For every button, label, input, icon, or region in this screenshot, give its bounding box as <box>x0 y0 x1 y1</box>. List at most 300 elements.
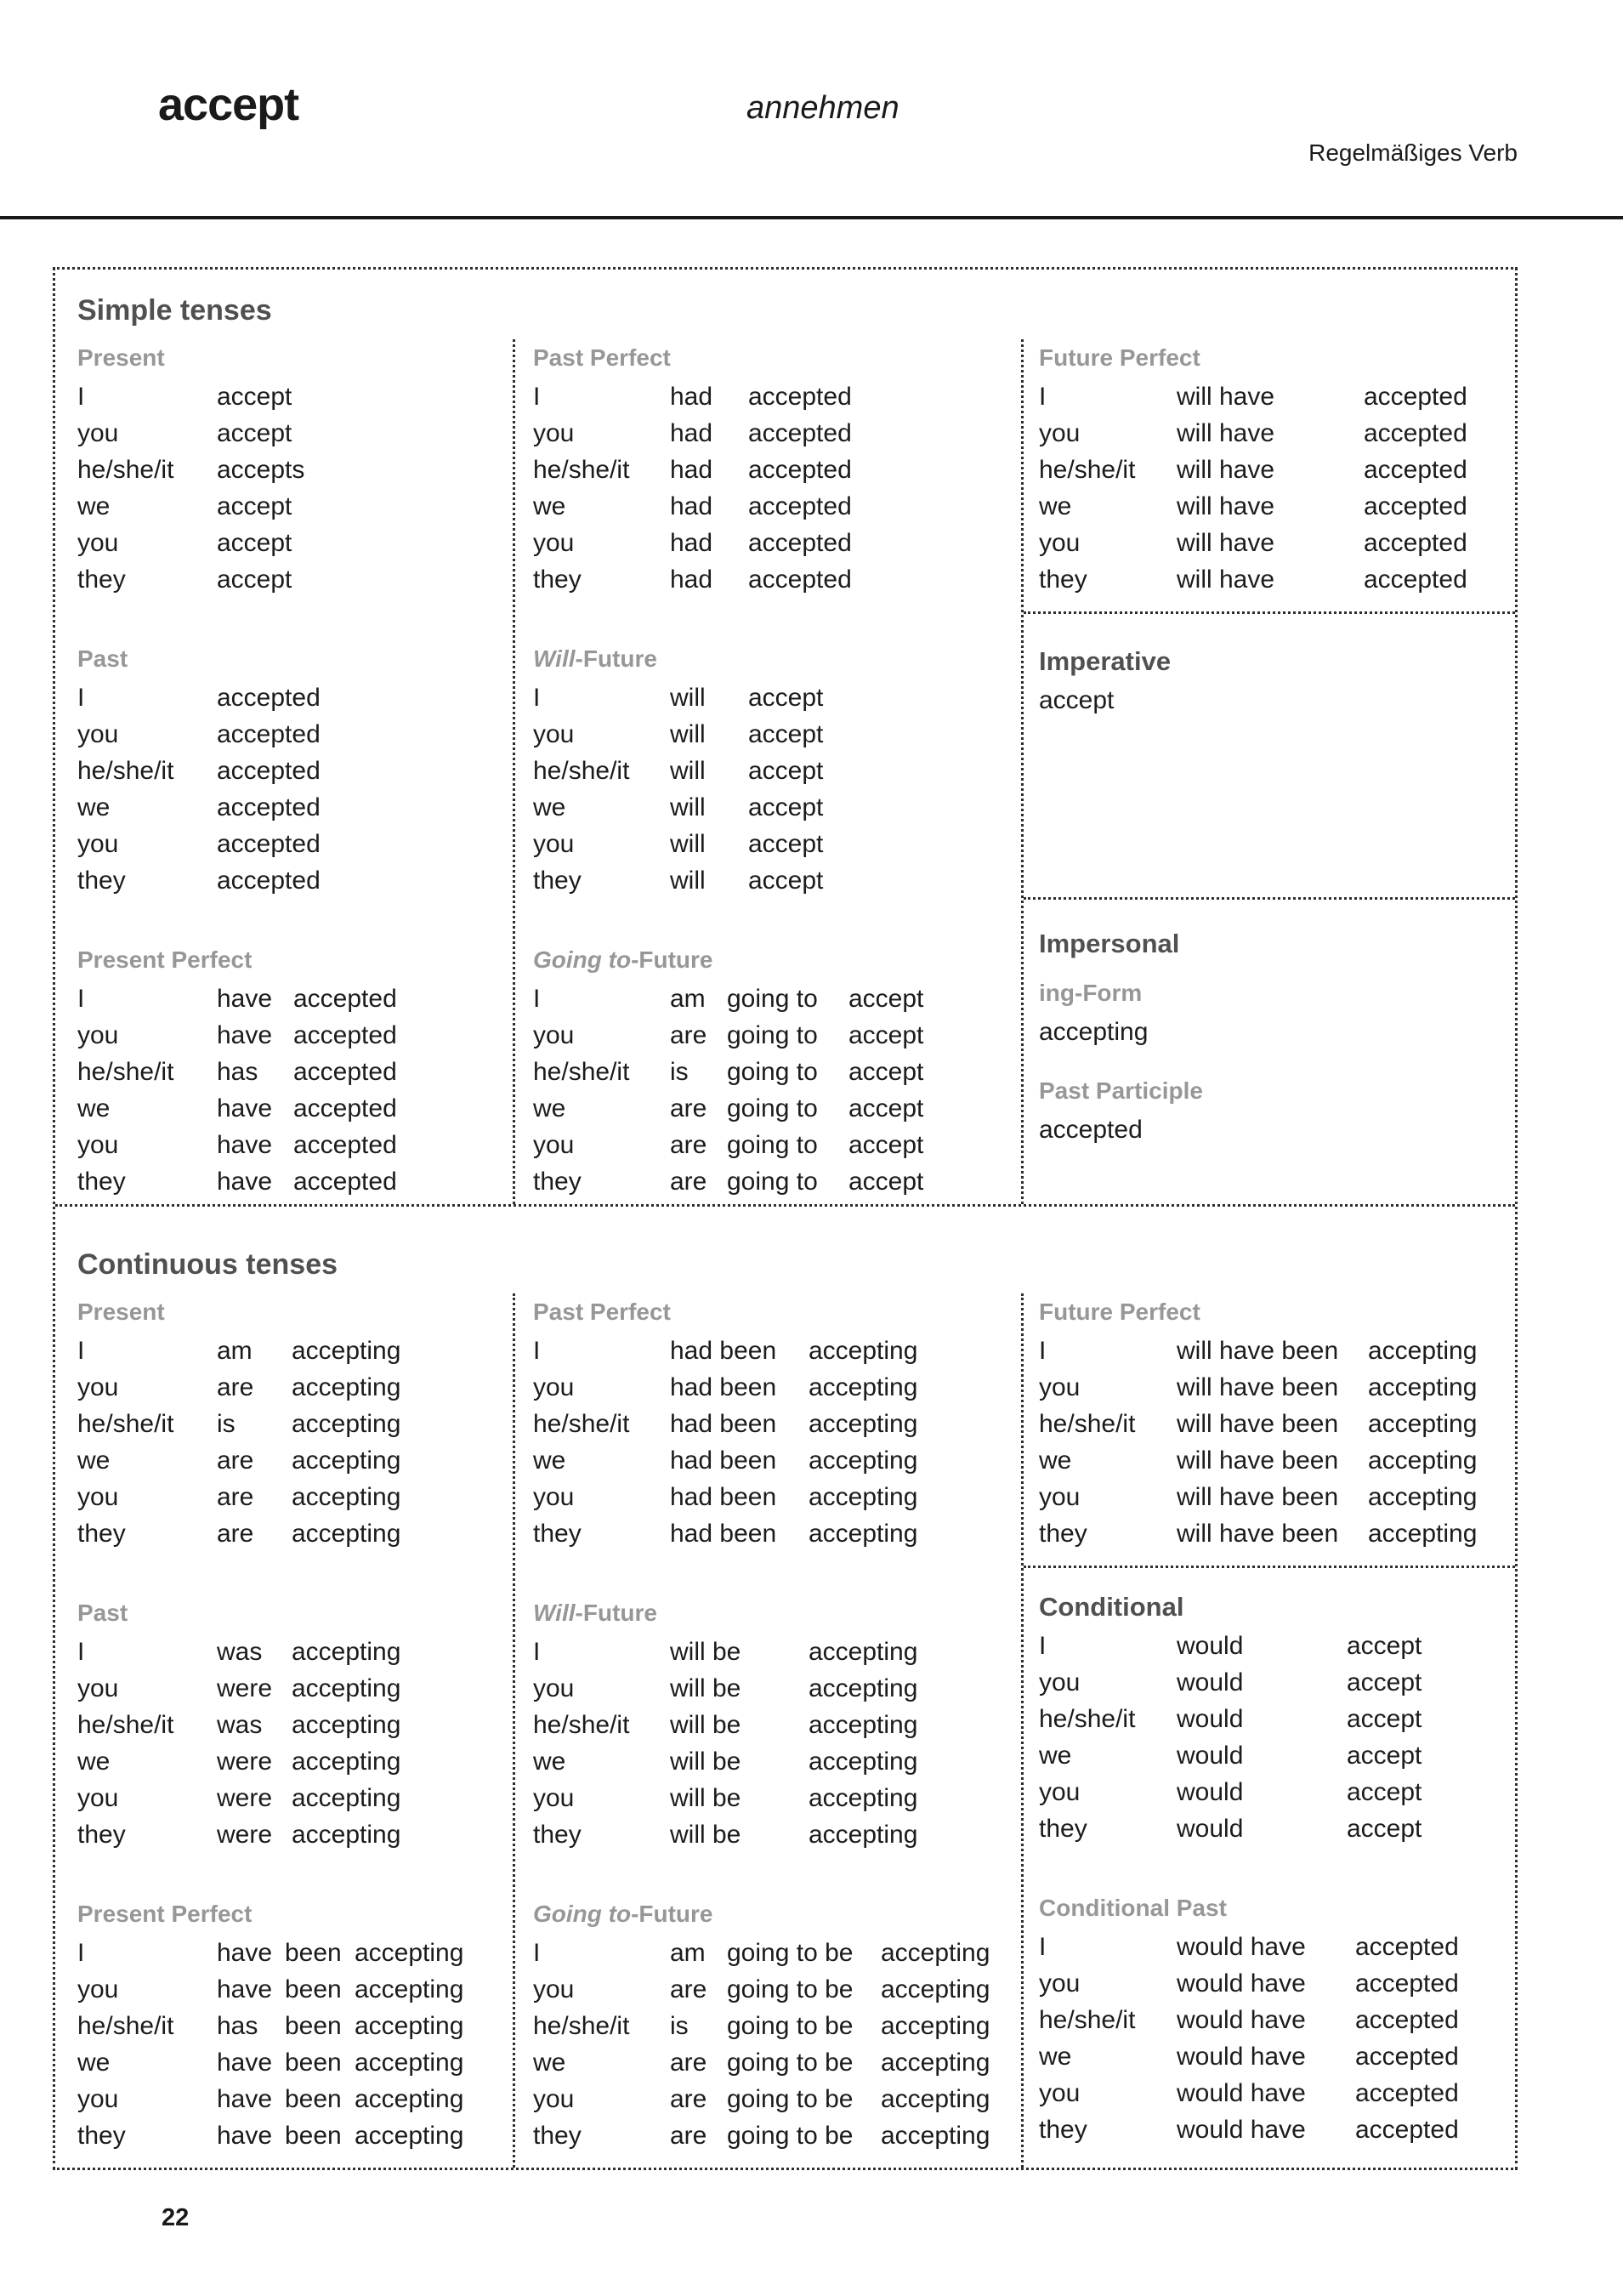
verb-cell: accepting <box>809 1520 918 1548</box>
pronoun-cell: they <box>533 1821 582 1849</box>
pronoun-cell: he/she/it <box>533 456 630 484</box>
pronoun-cell: he/she/it <box>1039 1705 1136 1733</box>
conjugation-row <box>77 1707 513 1743</box>
conjugation-row <box>77 1971 513 2008</box>
conjugation-row <box>77 1017 513 1054</box>
label-part: Conditional Past <box>1039 1895 1227 1921</box>
aux-cell: will be <box>670 1821 741 1849</box>
aux-cell: am <box>217 1337 253 1365</box>
tense-label-will-future <box>533 640 1021 678</box>
conjugation-row <box>1039 2038 1515 2075</box>
verb-cell: accepted <box>217 830 321 858</box>
aux-cell: going to be <box>727 2122 854 2150</box>
conjugation-row <box>533 753 1021 789</box>
pronoun-cell: I <box>77 985 85 1013</box>
conjugation-row <box>77 488 513 525</box>
pronoun-cell: we <box>77 1094 111 1122</box>
verb-cell: accepting <box>1368 1373 1478 1401</box>
pronoun-cell: they <box>1039 1520 1087 1548</box>
aux-cell: will have been <box>1177 1520 1339 1548</box>
conjugation-row <box>533 1670 1021 1707</box>
pronoun-cell: he/she/it <box>533 1058 630 1086</box>
tense-label-present-perfect-continuous <box>77 1895 513 1933</box>
aux-cell: will <box>670 867 706 895</box>
pronoun-cell: I <box>533 383 541 411</box>
pronoun-cell: they <box>533 565 582 594</box>
label-italic-part: Will <box>533 1600 576 1626</box>
pronoun-cell: you <box>77 720 119 748</box>
verb-cell: accept <box>748 684 824 712</box>
column-1 <box>55 1293 513 2168</box>
section-continuous-tenses <box>55 1207 1515 2168</box>
pronoun-cell: you <box>1039 1778 1081 1806</box>
aux-cell: are <box>670 2085 707 2113</box>
verb-cell: accepted <box>748 456 852 484</box>
aux-cell: going to be <box>727 2049 854 2077</box>
verb-cell: accepting <box>355 2049 464 2077</box>
pronoun-cell: I <box>77 1337 85 1365</box>
aux-cell: been <box>285 1975 342 2003</box>
conjugation-row <box>77 525 513 561</box>
aux-cell: would have <box>1177 2006 1306 2034</box>
verb-cell: accept <box>848 1131 924 1159</box>
tense-block-past <box>77 640 513 899</box>
pronoun-cell: we <box>77 492 111 520</box>
label-part: Past Perfect <box>533 344 671 371</box>
verb-cell: accept <box>848 1094 924 1122</box>
aux-cell: are <box>670 1168 707 1196</box>
conjugation-row <box>1039 1479 1515 1515</box>
pronoun-cell: I <box>77 1939 85 1967</box>
verb-cell: accepted <box>217 684 321 712</box>
aux-cell: will have <box>1177 419 1275 447</box>
tense-label-past-continuous <box>77 1594 513 1632</box>
verb-cell: accepting <box>809 1337 918 1365</box>
verb-cell: accept <box>1347 1742 1422 1770</box>
verb-cell: accepting <box>881 2012 990 2040</box>
pronoun-cell: they <box>77 565 126 594</box>
conjugation-row <box>77 1515 513 1552</box>
conjugation-row <box>1039 1369 1515 1406</box>
verb-cell: accepted <box>293 985 397 1013</box>
aux-cell: have <box>217 985 273 1013</box>
aux-cell: will have <box>1177 456 1275 484</box>
pronoun-cell: you <box>533 1975 575 2003</box>
aux-cell: going to <box>727 1021 818 1049</box>
impersonal-sublabel <box>1039 1072 1515 1110</box>
aux-cell: had <box>670 492 713 520</box>
impersonal-sublabel <box>1039 975 1515 1012</box>
aux-cell: are <box>217 1373 254 1401</box>
conjugation-row <box>1039 1810 1515 1847</box>
tense-block-past-perfect <box>533 339 1021 598</box>
aux-cell: is <box>670 1058 689 1086</box>
verb-cell: accept <box>748 720 824 748</box>
conjugation-row <box>1039 452 1515 488</box>
verb-cell: accept <box>1347 1778 1422 1806</box>
verb-type-label: Regelmäßiges Verb <box>1308 139 1518 166</box>
verb-cell: accept <box>217 565 292 594</box>
conjugation-row <box>533 679 1021 716</box>
verb-cell: accept <box>848 1058 924 1086</box>
verb-cell: accepted <box>748 565 852 594</box>
tense-block-imperative <box>1039 643 1515 719</box>
conjugation-row <box>1039 2002 1515 2038</box>
aux-cell: are <box>217 1483 254 1511</box>
verb-cell: accepting <box>355 1975 464 2003</box>
aux-cell: had been <box>670 1446 777 1475</box>
pronoun-cell: I <box>533 1939 541 1967</box>
pronoun-cell: they <box>533 867 582 895</box>
conjugation-row <box>533 2044 1021 2081</box>
conjugation-row <box>533 1479 1021 1515</box>
pronoun-cell: they <box>77 867 126 895</box>
aux-cell: would <box>1177 1705 1244 1733</box>
verb-cell: accepting <box>1039 1018 1149 1046</box>
tense-label-present <box>77 339 513 377</box>
aux-cell: have <box>217 2049 273 2077</box>
conjugation-row <box>533 1515 1021 1552</box>
page-number: 22 <box>162 2204 190 2231</box>
pronoun-cell: you <box>77 1021 119 1049</box>
conjugation-row <box>533 1090 1021 1127</box>
conjugation-row <box>1039 2111 1515 2148</box>
aux-cell: will have been <box>1177 1337 1339 1365</box>
pronoun-cell: he/she/it <box>1039 2006 1136 2034</box>
verb-cell: accepting <box>355 2085 464 2113</box>
conjugation-row <box>533 789 1021 826</box>
pronoun-cell: they <box>1039 565 1087 594</box>
verb-cell: accepting <box>292 1373 401 1401</box>
conjugation-row <box>77 1406 513 1442</box>
pronoun-cell: he/she/it <box>533 2012 630 2040</box>
aux-cell: would have <box>1177 2079 1306 2107</box>
pronoun-cell: I <box>77 1638 85 1666</box>
table-cell <box>533 339 1021 1204</box>
conjugation-row <box>77 789 513 826</box>
aux-cell: will <box>670 830 706 858</box>
tense-label-past-perfect <box>533 339 1021 377</box>
tense-label-present-perfect <box>77 941 513 979</box>
conjugation-row <box>533 1707 1021 1743</box>
aux-cell: will be <box>670 1748 741 1776</box>
pronoun-cell: you <box>533 1131 575 1159</box>
pronoun-cell: you <box>77 2085 119 2113</box>
column-3 <box>1021 339 1515 1204</box>
verb-cell: accepting <box>355 2012 464 2040</box>
aux-cell: will be <box>670 1784 741 1812</box>
conjugation-row <box>77 378 513 415</box>
verb-cell: accepting <box>809 1638 918 1666</box>
verb-cell: accepted <box>1364 565 1467 594</box>
verb-cell: accepted <box>1364 383 1467 411</box>
tense-label-will-future-continuous <box>533 1594 1021 1632</box>
aux-cell: have <box>217 1094 273 1122</box>
conjugation-row <box>533 980 1021 1017</box>
aux-cell: is <box>670 2012 689 2040</box>
verb-cell: accepted <box>1355 1933 1459 1961</box>
pronoun-cell: we <box>1039 1742 1072 1770</box>
conjugation-row <box>533 1935 1021 1971</box>
aux-cell: will have been <box>1177 1410 1339 1438</box>
verb-cell: accepting <box>881 2085 990 2113</box>
pronoun-cell: he/she/it <box>533 1711 630 1739</box>
pronoun-cell: he/she/it <box>77 1058 174 1086</box>
verb-cell: accepted <box>293 1058 397 1086</box>
pronoun-cell: you <box>77 1784 119 1812</box>
form-row <box>1039 1111 1515 1148</box>
verb-cell: accepting <box>809 1711 918 1739</box>
pronoun-cell: you <box>533 1021 575 1049</box>
conjugation-row <box>533 862 1021 899</box>
tense-block-future-perfect-continuous <box>1039 1293 1515 1552</box>
tense-label-imperative <box>1039 643 1515 680</box>
aux-cell: would have <box>1177 1933 1306 1961</box>
aux-cell: been <box>285 2085 342 2113</box>
aux-cell: had been <box>670 1520 777 1548</box>
aux-cell: going to be <box>727 1939 854 1967</box>
pronoun-cell: you <box>1039 529 1081 557</box>
aux-cell: will <box>670 684 706 712</box>
label-part: Present Perfect <box>77 946 253 973</box>
conjugation-row <box>1039 2075 1515 2111</box>
pronoun-cell: you <box>77 419 119 447</box>
label-italic-part: Going to <box>533 1901 632 1927</box>
header-rule <box>0 216 1623 219</box>
aux-cell: am <box>670 985 706 1013</box>
conjugation-row <box>533 2117 1021 2154</box>
verb-cell: accepted <box>1364 419 1467 447</box>
verb-cell: accepted <box>217 793 321 821</box>
aux-cell: have <box>217 2122 273 2150</box>
pronoun-cell: he/she/it <box>1039 1410 1136 1438</box>
verb-cell: accepting <box>1368 1520 1478 1548</box>
aux-cell: have <box>217 1168 273 1196</box>
tense-label-future-perfect-continuous <box>1039 1293 1515 1331</box>
aux-cell: are <box>670 1094 707 1122</box>
conjugation-row <box>77 753 513 789</box>
verb-cell: accepting <box>809 1446 918 1475</box>
column-1 <box>55 339 513 1204</box>
conjugation-row <box>1039 1965 1515 2002</box>
verb-cell: accepted <box>1364 529 1467 557</box>
conjugation-row <box>1039 1515 1515 1552</box>
conjugation-row <box>533 2081 1021 2117</box>
conjugation-row <box>77 1090 513 1127</box>
tense-label-conditional-past <box>1039 1890 1515 1927</box>
verb-cell: accepting <box>292 1784 401 1812</box>
tense-label-conditional <box>1039 1588 1515 1626</box>
verb-cell: accepted <box>1355 2079 1459 2107</box>
pronoun-cell: I <box>77 383 85 411</box>
label-part: Past Participle <box>1039 1077 1203 1104</box>
pronoun-cell: we <box>1039 1446 1072 1475</box>
verb-cell: accepting <box>881 1975 990 2003</box>
verb-cell: accepting <box>292 1446 401 1475</box>
verb-cell: accepted <box>1364 456 1467 484</box>
conjugation-row <box>77 1163 513 1200</box>
aux-cell: will <box>670 757 706 785</box>
conjugation-row <box>77 1127 513 1163</box>
label-part: Past Perfect <box>533 1299 671 1325</box>
verb-cell: accepting <box>292 1821 401 1849</box>
pronoun-cell: I <box>1039 1337 1047 1365</box>
label-part: Conditional <box>1039 1592 1184 1622</box>
tense-block-going-to-future <box>533 941 1021 1200</box>
pronoun-cell: you <box>77 1674 119 1702</box>
aux-cell: are <box>670 1975 707 2003</box>
table-cell <box>1024 611 1515 897</box>
table-cell <box>77 1293 513 2168</box>
tense-block-present-perfect <box>77 941 513 1200</box>
conjugation-row <box>1039 1701 1515 1737</box>
conjugation-table <box>53 267 1518 2170</box>
tense-label-past-perfect-continuous <box>533 1293 1021 1331</box>
verb-cell: accepting <box>809 1821 918 1849</box>
conjugation-row <box>533 1054 1021 1090</box>
aux-cell: will be <box>670 1711 741 1739</box>
label-part: Imperative <box>1039 646 1172 676</box>
aux-cell: will have <box>1177 383 1275 411</box>
aux-cell: been <box>285 2122 342 2150</box>
conjugation-row <box>77 1054 513 1090</box>
aux-cell: are <box>670 1131 707 1159</box>
page-title: accept <box>158 79 299 130</box>
label-italic-part: Going to <box>533 946 632 973</box>
conjugation-row <box>533 1017 1021 1054</box>
verb-cell: accept <box>848 1168 924 1196</box>
pronoun-cell: I <box>533 985 541 1013</box>
aux-cell: will have <box>1177 529 1275 557</box>
verb-cell: accepting <box>809 1483 918 1511</box>
conjugation-row <box>1039 488 1515 525</box>
section-heading: Simple tenses <box>77 294 272 327</box>
pronoun-cell: you <box>1039 419 1081 447</box>
tense-label-going-to-future-continuous <box>533 1895 1021 1933</box>
verb-cell: accepting <box>355 2122 464 2150</box>
column-2 <box>513 1293 1021 2168</box>
verb-cell: accept <box>1347 1815 1422 1843</box>
table-cell <box>1024 1293 1515 1566</box>
pronoun-cell: they <box>77 1520 126 1548</box>
verb-cell: accepting <box>809 1784 918 1812</box>
aux-cell: was <box>217 1711 263 1739</box>
aux-cell: had <box>670 565 713 594</box>
aux-cell: are <box>670 1021 707 1049</box>
pronoun-cell: you <box>533 1674 575 1702</box>
pronoun-cell: they <box>1039 1815 1087 1843</box>
aux-cell: would <box>1177 1632 1244 1660</box>
section-heading: Continuous tenses <box>77 1248 338 1281</box>
table-cell <box>1024 1566 1515 2168</box>
pronoun-cell: we <box>1039 492 1072 520</box>
aux-cell: is <box>217 1410 236 1438</box>
conjugation-row <box>77 980 513 1017</box>
conjugation-row <box>1039 525 1515 561</box>
conjugation-row <box>77 561 513 598</box>
aux-cell: will have been <box>1177 1483 1339 1511</box>
verb-cell: accepted <box>748 529 852 557</box>
conjugation-row <box>1039 415 1515 452</box>
verb-cell: accepted <box>217 867 321 895</box>
pronoun-cell: you <box>77 1131 119 1159</box>
conjugation-row <box>533 488 1021 525</box>
label-part: Future Perfect <box>1039 344 1200 371</box>
verb-cell: accepted <box>1355 2043 1459 2071</box>
verb-translation: annehmen <box>746 90 899 126</box>
tense-block-past-perfect-continuous <box>533 1293 1021 1552</box>
aux-cell: been <box>285 2012 342 2040</box>
aux-cell: going to <box>727 1058 818 1086</box>
verb-cell: accept <box>217 492 292 520</box>
verb-cell: accepted <box>748 419 852 447</box>
pronoun-cell: he/she/it <box>77 2012 174 2040</box>
conjugation-row <box>77 415 513 452</box>
conjugation-row <box>77 1935 513 1971</box>
conjugation-row <box>77 452 513 488</box>
aux-cell: going to <box>727 985 818 1013</box>
conjugation-row <box>533 452 1021 488</box>
verb-cell: accepted <box>748 383 852 411</box>
verb-cell: accepted <box>1039 1116 1143 1144</box>
pronoun-cell: we <box>533 1748 566 1776</box>
verb-cell: accepting <box>881 1939 990 1967</box>
conjugation-row <box>77 862 513 899</box>
verb-cell: accepting <box>809 1373 918 1401</box>
aux-cell: have <box>217 2085 273 2113</box>
conjugation-row <box>77 1780 513 1816</box>
label-part: Future Perfect <box>1039 1299 1200 1325</box>
verb-cell: accepted <box>1355 2006 1459 2034</box>
aux-cell: have <box>217 1939 273 1967</box>
aux-cell: will <box>670 793 706 821</box>
pronoun-cell: we <box>77 1446 111 1475</box>
conjugation-row <box>1039 378 1515 415</box>
conjugation-row <box>77 716 513 753</box>
pronoun-cell: he/she/it <box>1039 456 1136 484</box>
conjugation-row <box>533 1406 1021 1442</box>
tense-block-future-perfect <box>1039 339 1515 598</box>
pronoun-cell: we <box>533 492 566 520</box>
pronoun-cell: you <box>533 720 575 748</box>
pronoun-cell: you <box>1039 1668 1081 1696</box>
aux-cell: has <box>217 1058 258 1086</box>
section-columns <box>55 1293 1515 2168</box>
verb-cell: accept <box>848 1021 924 1049</box>
aux-cell: would have <box>1177 2116 1306 2144</box>
aux-cell: had been <box>670 1410 777 1438</box>
verb-cell: accepting <box>292 1674 401 1702</box>
aux-cell: were <box>217 1674 273 1702</box>
verb-cell: accepting <box>292 1410 401 1438</box>
tense-block-present-perfect-continuous <box>77 1895 513 2154</box>
conjugation-row <box>533 378 1021 415</box>
conjugation-row <box>77 2117 513 2154</box>
aux-cell: was <box>217 1638 263 1666</box>
conjugation-row <box>533 716 1021 753</box>
verb-cell: accept <box>1347 1668 1422 1696</box>
form-row <box>1039 682 1515 719</box>
verb-cell: accepted <box>293 1094 397 1122</box>
pronoun-cell: you <box>533 1373 575 1401</box>
tense-block-impersonal <box>1039 925 1515 1148</box>
aux-cell: have <box>217 1131 273 1159</box>
column-2 <box>513 339 1021 1204</box>
verb-cell: accepted <box>748 492 852 520</box>
verb-cell: accepted <box>217 757 321 785</box>
verb-cell: accepting <box>292 1711 401 1739</box>
conjugation-row <box>77 1634 513 1670</box>
